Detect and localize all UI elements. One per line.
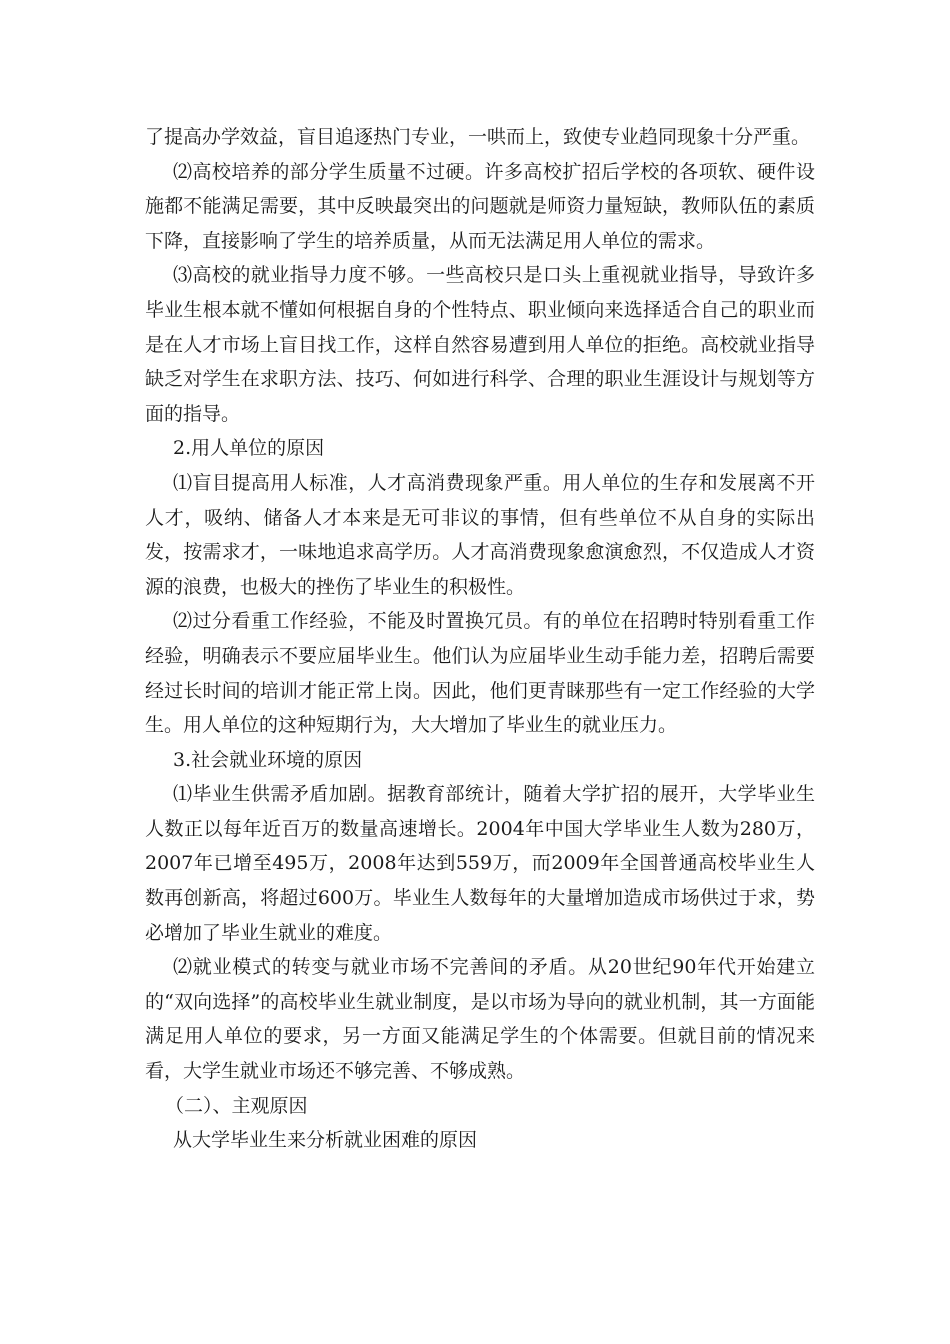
paragraph-employment-model: ⑵就业模式的转变与就业市场不完善间的矛盾。从20世纪90年代开始建立的“双向选择”的高校毕业生就业制度，是以市场为导向的就业机制，其一方面能满足用人单位的要求，另一方面又能满足学生的个体需要。但就目前的情况来看，大学生就业市场还不够完善、不够成熟。 [145, 956, 815, 1083]
paragraph-hiring-standards: ⑴盲目提高用人标准，人才高消费现象严重。用人单位的生存和发展离不开人才，吸纳、储备人才本来是无可非议的事情，但有些单位不从自身的实际出发，按需求才，一味地追求高学历。人才高消费现象愈演愈烈，不仅造成人才资源的浪费，也极大的挫伤了毕业生的积极性。 [145, 471, 815, 598]
paragraph-employment-guidance: ⑶高校的就业指导力度不够。一些高校只是口头上重视就业指导，导致许多毕业生根本就不懂如何根据自身的个性特点、职业倾向来选择适合自己的职业而是在人才市场上盲目找工作，这样自然容易遭到用人单位的拒绝。高校就业指导缺乏对学生在求职方法、技巧、何如进行科学、合理的职业生涯设计与规划等方面的指导。 [145, 264, 815, 425]
section-heading-employers: 2.用人单位的原因 [173, 437, 325, 460]
paragraph-continuation: 了提高办学效益，盲目追逐热门专业，一哄而上，致使专业趋同现象十分严重。 [145, 126, 811, 148]
paragraph-work-experience: ⑵过分看重工作经验，不能及时置换冗员。有的单位在招聘时特别看重工作经验，明确表示不要应届毕业生。他们认为应届毕业生动手能力差，招聘后需要经过长时间的培训才能正常上岗。因此，他们更青睐那些有一定工作经验的大学生。用人单位的这种短期行为，大大增加了毕业生的就业压力。 [145, 610, 815, 737]
paragraph-teaching-quality: ⑵高校培养的部分学生质量不过硬。许多高校扩招后学校的各项软、硬件设施都不能满足需要，其中反映最突出的问题就是师资力量短缺，教师队伍的素质下降，直接影响了学生的培养质量，从而无法满足用人单位的需求。 [145, 160, 815, 252]
section-heading-social-environment: 3.社会就业环境的原因 [173, 748, 363, 771]
paragraph-subjective-intro: 从大学毕业生来分析就业困难的原因 [173, 1129, 478, 1152]
section-heading-subjective: （二）、主观原因 [165, 1094, 308, 1117]
paragraph-supply-demand: ⑴毕业生供需矛盾加剧。据教育部统计，随着大学扩招的展开，大学毕业生人数正以每年近百万的数量高速增长。2004年中国大学毕业生人数为280万，2007年已增至495万，2008年达到559万，而2009年全国普通高校毕业生人数再创新高，将超过600万。毕业生人数每年的大量增加造成市场供过于求，势必增加了毕业生就业的难度。 [145, 783, 815, 944]
document-body [145, 120, 815, 1158]
